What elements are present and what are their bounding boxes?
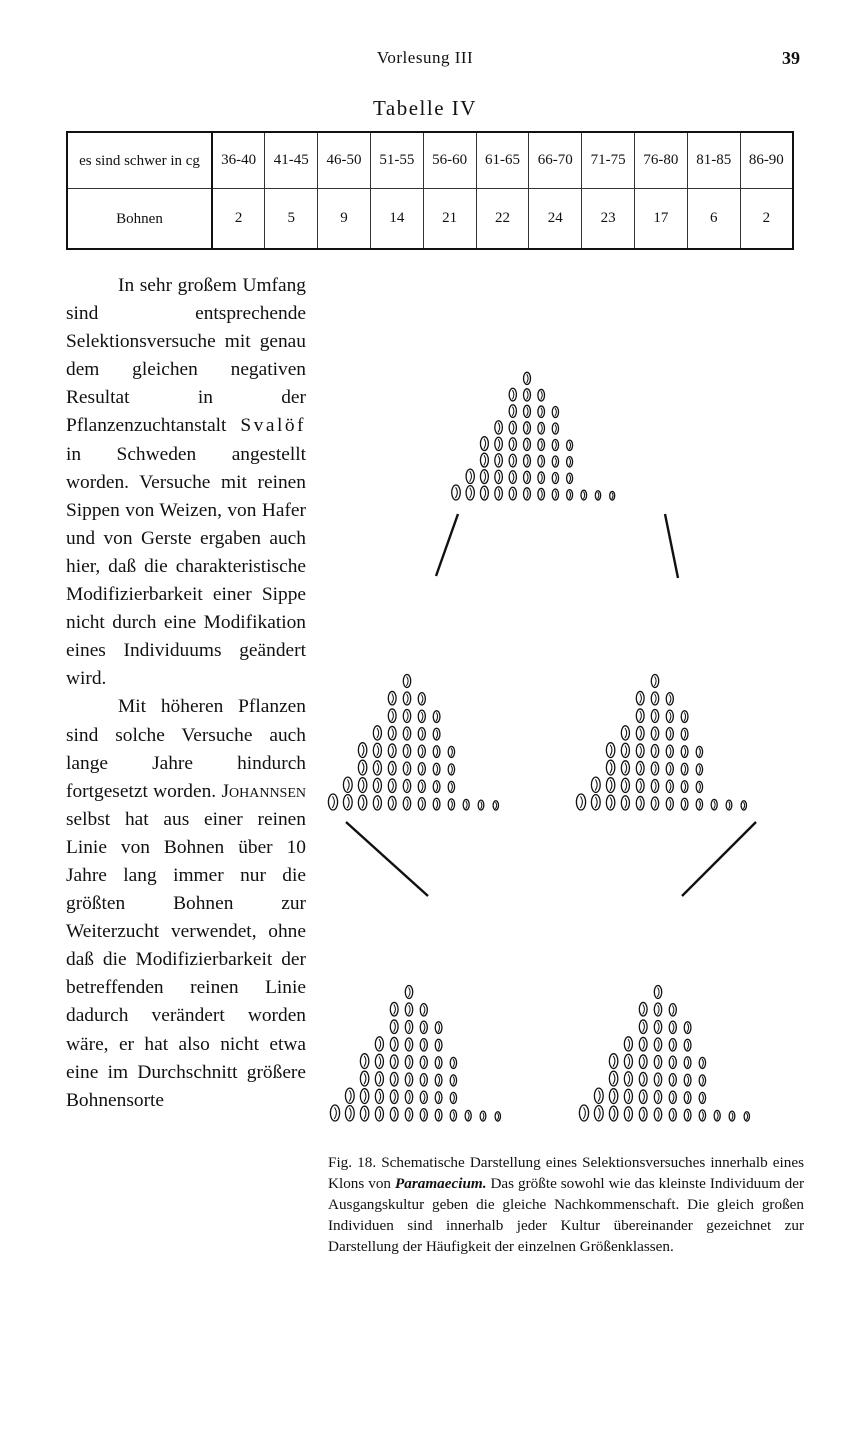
cell-groove — [423, 1041, 425, 1050]
cell-groove — [625, 781, 627, 791]
cell-groove — [512, 456, 514, 465]
cell-groove — [394, 1057, 396, 1067]
cell-groove — [555, 474, 557, 482]
cell-groove — [436, 783, 438, 792]
cell-groove — [379, 1109, 381, 1119]
cell-groove — [484, 472, 486, 482]
cell-groove — [451, 783, 453, 791]
cell-groove — [527, 407, 529, 416]
cell-groove — [436, 713, 438, 722]
cell-groove — [421, 695, 423, 704]
cell-groove — [613, 1056, 615, 1067]
cell-groove — [669, 782, 671, 791]
cell-groove — [672, 1093, 674, 1102]
cell-groove — [455, 487, 457, 498]
cell-groove — [555, 491, 557, 499]
cell-groove — [654, 747, 656, 756]
cell-groove — [702, 1059, 704, 1067]
cell-groove — [438, 1024, 440, 1033]
cell-groove — [657, 1040, 659, 1049]
cell-groove — [377, 763, 379, 773]
cell-groove — [687, 1111, 689, 1120]
cell-groove — [702, 1094, 704, 1102]
cell-groove — [438, 1094, 440, 1103]
cell-groove — [451, 766, 453, 774]
bean-count-cell: 9 — [318, 189, 371, 250]
cell-groove — [598, 1108, 600, 1119]
connector-line — [665, 514, 678, 578]
cell-groove — [498, 472, 500, 482]
culture-pyramid-middle-left — [328, 675, 498, 811]
cell-groove — [669, 695, 671, 704]
cell-groove — [555, 441, 557, 449]
cell-groove — [495, 802, 496, 809]
weight-class-cell: 61-65 — [476, 132, 529, 189]
cell-groove — [527, 473, 529, 482]
cell-groove — [640, 694, 642, 704]
cell-groove — [406, 747, 408, 756]
cell-groove — [453, 1094, 455, 1102]
cell-groove — [484, 439, 486, 449]
cell-groove — [512, 473, 514, 482]
body-text — [66, 272, 306, 1115]
cell-groove — [332, 796, 334, 808]
figure-caption: Fig. 18. Schematische Darstellung eines Selektionsversuches innerhalb eines Klons von Paramaecium. Das größte sowohl wie das kleinste Individuum der Ausgangskultur geben die gleiche Nachkommenschaft. Die gleich großen Individuen sind innerhalb jeder Kultur übereinander gezeichnet zur Darstellung der Häufigkeit der einzelnen Größenklassen. — [328, 1154, 805, 1255]
cell-groove — [640, 799, 642, 809]
cell-groove — [392, 694, 394, 704]
cell-groove — [484, 488, 486, 498]
cell-groove — [334, 1107, 336, 1119]
cell-groove — [643, 1040, 645, 1050]
table-title: Tabelle IV — [373, 96, 477, 120]
cell-groove — [669, 712, 671, 721]
cell-groove — [699, 748, 701, 756]
cell-groove — [610, 745, 612, 756]
cell-groove — [512, 489, 514, 498]
cell-groove — [684, 783, 686, 792]
place-name: Svalöf — [240, 415, 306, 437]
cell-groove — [392, 799, 394, 809]
cell-groove — [377, 781, 379, 791]
cell-groove — [628, 1092, 630, 1102]
cell-groove — [483, 1113, 484, 1120]
bean-count-cell: 14 — [370, 189, 423, 250]
cell-groove — [527, 457, 529, 466]
selection-diagram — [316, 268, 810, 1148]
cell-groove — [406, 694, 408, 703]
connector-line — [346, 822, 428, 896]
cell-groove — [657, 1023, 659, 1032]
cell-groove — [392, 746, 394, 756]
cell-groove — [672, 1006, 674, 1015]
cell-groove — [421, 747, 423, 756]
cell-groove — [362, 745, 364, 756]
cell-groove — [423, 1093, 425, 1102]
cell-groove — [610, 780, 612, 791]
cell-groove — [654, 799, 656, 808]
cell-groove — [732, 1113, 733, 1120]
cell-groove — [394, 1110, 396, 1120]
cell-groove — [625, 746, 627, 756]
cell-groove — [640, 764, 642, 774]
cell-groove — [569, 491, 570, 499]
cell-groove — [406, 782, 408, 791]
cell-groove — [569, 458, 570, 466]
cell-groove — [628, 1039, 630, 1049]
cell-groove — [699, 801, 701, 809]
cell-groove — [527, 374, 529, 383]
cell-groove — [628, 1074, 630, 1084]
cell-groove — [421, 712, 423, 721]
cell-groove — [470, 488, 472, 499]
cell-groove — [394, 1092, 396, 1102]
bean-count-cell: 21 — [423, 189, 476, 250]
weight-class-cell: 41-45 — [265, 132, 318, 189]
cell-groove — [613, 1073, 615, 1084]
cell-groove — [672, 1023, 674, 1032]
cell-groove — [468, 1112, 469, 1120]
cell-groove — [470, 471, 472, 482]
cell-groove — [423, 1006, 425, 1015]
cell-groove — [643, 1022, 645, 1032]
cell-groove — [672, 1041, 674, 1050]
table-row-weights — [67, 132, 793, 189]
cell-groove — [408, 1058, 410, 1067]
cell-groove — [657, 988, 659, 997]
cell-groove — [672, 1076, 674, 1085]
cell-groove — [392, 781, 394, 791]
bean-count-cell: 17 — [635, 189, 688, 250]
cell-groove — [702, 1112, 704, 1120]
cell-groove — [349, 1090, 351, 1101]
row-label-weight: es sind schwer in cg — [67, 132, 212, 189]
cell-groove — [669, 800, 671, 809]
cell-groove — [406, 764, 408, 773]
cell-groove — [699, 783, 701, 791]
table-row-counts — [67, 189, 793, 250]
cell-groove — [392, 764, 394, 774]
data-table — [66, 131, 794, 250]
cell-groove — [438, 1041, 440, 1050]
cell-groove — [541, 441, 543, 449]
cell-groove — [406, 677, 408, 686]
cell-groove — [628, 1109, 630, 1119]
connector-line — [436, 514, 458, 576]
cell-groove — [669, 765, 671, 774]
caption-label: Fig. 18. — [328, 1154, 377, 1171]
row-label-beans: Bohnen — [67, 189, 212, 250]
cell-groove — [717, 1112, 718, 1120]
running-head — [0, 48, 850, 72]
cell-groove — [555, 425, 557, 433]
cell-groove — [436, 748, 438, 757]
cell-groove — [746, 1113, 747, 1120]
cell-groove — [379, 1074, 381, 1084]
cell-groove — [643, 1110, 645, 1120]
cell-groove — [481, 802, 482, 809]
cell-groove — [640, 746, 642, 756]
cell-groove — [654, 677, 656, 686]
cell-groove — [421, 800, 423, 809]
culture-pyramid-bottom-left — [330, 986, 500, 1122]
cell-groove — [610, 797, 612, 808]
cell-groove — [555, 458, 557, 466]
author-name: Johannsen — [221, 780, 306, 802]
cell-groove — [669, 747, 671, 756]
cell-groove — [657, 1058, 659, 1067]
cell-groove — [349, 1108, 351, 1119]
cell-groove — [408, 1005, 410, 1014]
cell-groove — [684, 713, 686, 722]
cell-groove — [423, 1111, 425, 1120]
bean-count-cell: 24 — [529, 189, 582, 250]
cell-groove — [379, 1039, 381, 1049]
cell-groove — [625, 763, 627, 773]
weight-class-cell: 46-50 — [318, 132, 371, 189]
cell-groove — [498, 439, 500, 449]
cell-groove — [379, 1092, 381, 1102]
cell-groove — [377, 798, 379, 808]
cell-groove — [377, 728, 379, 738]
cell-groove — [640, 781, 642, 791]
running-title: Vorlesung III — [376, 48, 474, 67]
bean-count-cell: 2 — [212, 189, 265, 250]
cell-groove — [657, 1093, 659, 1102]
cell-groove — [408, 1023, 410, 1032]
cell-groove — [541, 474, 543, 482]
cell-groove — [687, 1076, 689, 1085]
cell-groove — [364, 1073, 366, 1084]
paragraph-1: In sehr großem Umfang sind entsprechende Selektionsversuche mit genau dem gleichen negativen Resultat in der Pflanzenzuchtanstalt Svalöf in Schweden angestellt worden. Versuche mit reinen Sippen von Weizen, von Hafer und von Gerste ergaben auch hier, daß die charakteristische Modifizierbarkeit einer Sippe nicht durch eine Modifikation eines Individuums geändert wird. — [66, 275, 306, 690]
cell-groove — [421, 730, 423, 739]
cell-groove — [512, 390, 514, 399]
cell-groove — [394, 1005, 396, 1015]
cell-groove — [672, 1111, 674, 1120]
cell-groove — [643, 1057, 645, 1067]
cell-groove — [406, 729, 408, 738]
cell-groove — [541, 391, 543, 399]
cell-groove — [394, 1022, 396, 1032]
cell-groove — [377, 746, 379, 756]
cell-groove — [453, 1059, 455, 1067]
cell-groove — [451, 748, 453, 756]
cell-groove — [583, 1107, 585, 1119]
culture-pyramid-middle-right — [576, 675, 746, 811]
cell-groove — [362, 797, 364, 808]
cell-groove — [541, 457, 543, 465]
cell-groove — [657, 1005, 659, 1014]
culture-pyramid-top — [452, 372, 615, 500]
cell-groove — [362, 762, 364, 773]
cell-groove — [498, 423, 500, 433]
cell-groove — [451, 801, 453, 809]
bean-count-cell: 22 — [476, 189, 529, 250]
bean-count-cell: 23 — [582, 189, 635, 250]
weight-class-cell: 76-80 — [635, 132, 688, 189]
cell-groove — [654, 712, 656, 721]
cell-groove — [643, 1005, 645, 1015]
cell-groove — [466, 801, 467, 809]
cell-groove — [743, 802, 744, 809]
cell-groove — [687, 1024, 689, 1033]
cell-groove — [527, 440, 529, 449]
cell-groove — [699, 766, 701, 774]
cell-groove — [347, 779, 349, 790]
cell-groove — [687, 1094, 689, 1103]
cell-groove — [392, 729, 394, 739]
cell-groove — [421, 765, 423, 774]
cell-groove — [625, 728, 627, 738]
cell-groove — [580, 796, 582, 808]
cell-groove — [702, 1077, 704, 1085]
cell-groove — [612, 493, 613, 499]
weight-class-cell: 56-60 — [423, 132, 476, 189]
cell-groove — [362, 780, 364, 791]
cell-groove — [423, 1023, 425, 1032]
cell-groove — [392, 711, 394, 721]
cell-groove — [423, 1058, 425, 1067]
cell-groove — [684, 765, 686, 774]
cell-groove — [684, 730, 686, 739]
bean-count-cell: 6 — [687, 189, 740, 250]
cell-groove — [527, 424, 529, 433]
cell-groove — [484, 455, 486, 465]
cell-groove — [541, 408, 543, 416]
cell-groove — [555, 408, 557, 416]
cell-groove — [729, 802, 730, 809]
bean-count-cell: 5 — [265, 189, 318, 250]
cell-groove — [497, 1113, 498, 1120]
cell-groove — [512, 407, 514, 416]
cell-groove — [394, 1075, 396, 1085]
cell-groove — [527, 490, 529, 499]
cell-groove — [643, 1075, 645, 1085]
cell-groove — [598, 492, 599, 499]
cell-groove — [408, 1040, 410, 1049]
cell-groove — [421, 782, 423, 791]
connector-line — [682, 822, 756, 896]
cell-groove — [438, 1111, 440, 1120]
cell-groove — [684, 748, 686, 757]
weight-class-cell: 51-55 — [370, 132, 423, 189]
cell-groove — [569, 442, 570, 450]
cell-groove — [436, 800, 438, 809]
cell-groove — [684, 800, 686, 809]
cell-groove — [640, 729, 642, 739]
weight-class-cell: 71-75 — [582, 132, 635, 189]
cell-groove — [643, 1092, 645, 1102]
weight-class-cell: 81-85 — [687, 132, 740, 189]
cell-groove — [610, 762, 612, 773]
cell-groove — [714, 801, 715, 809]
cell-groove — [364, 1056, 366, 1067]
cell-groove — [595, 779, 597, 790]
figure-18 — [316, 268, 810, 1148]
cell-groove — [436, 730, 438, 739]
cell-groove — [364, 1091, 366, 1102]
cell-groove — [687, 1041, 689, 1050]
cell-groove — [498, 489, 500, 499]
cell-groove — [598, 1090, 600, 1101]
cell-groove — [394, 1040, 396, 1050]
cell-groove — [654, 729, 656, 738]
cell-groove — [595, 797, 597, 808]
cell-groove — [657, 1110, 659, 1119]
cell-groove — [669, 730, 671, 739]
cell-groove — [541, 490, 543, 498]
cell-groove — [654, 764, 656, 773]
cell-groove — [408, 1075, 410, 1084]
cell-groove — [408, 1110, 410, 1119]
cell-groove — [423, 1076, 425, 1085]
cell-groove — [687, 1059, 689, 1068]
cell-groove — [654, 782, 656, 791]
cell-groove — [640, 711, 642, 721]
cell-groove — [438, 1059, 440, 1068]
cell-groove — [364, 1108, 366, 1119]
cell-groove — [613, 1091, 615, 1102]
cell-groove — [512, 440, 514, 449]
cell-groove — [569, 475, 570, 483]
cell-groove — [498, 456, 500, 466]
cell-groove — [438, 1076, 440, 1085]
cell-groove — [541, 424, 543, 432]
caption-organism: Paramaecium. — [394, 1175, 487, 1192]
paragraph-2: Mit höheren Pflanzen sind solche Versuche auch lange Jahre hindurch fortgesetzt worden. Johannsen selbst hat aus einer reinen Linie von Bohnen über 10 Jahre lang immer nur die größten Bohnen zur Weiterzucht verwendet, ohne daß die Modifizierbarkeit der betreffenden reinen Linie dadurch verändert worden wäre, er hat also nicht etwa eine im Durchschnitt größere Bohnensorte — [66, 696, 306, 1111]
culture-pyramid-bottom-right — [579, 986, 749, 1122]
cell-groove — [436, 765, 438, 774]
bean-count-cell: 2 — [762, 210, 771, 226]
cell-groove — [453, 1112, 455, 1120]
cell-groove — [527, 391, 529, 400]
cell-groove — [347, 797, 349, 808]
cell-groove — [512, 423, 514, 432]
cell-groove — [406, 799, 408, 808]
cell-groove — [453, 1077, 455, 1085]
cell-groove — [613, 1108, 615, 1119]
cell-groove — [628, 1057, 630, 1067]
cell-groove — [406, 712, 408, 721]
cell-groove — [654, 694, 656, 703]
cell-groove — [408, 988, 410, 997]
cell-groove — [379, 1057, 381, 1067]
weight-class-cell: 66-70 — [529, 132, 582, 189]
weight-class-cell: 86-90 — [740, 132, 793, 189]
cell-groove — [625, 798, 627, 808]
cell-groove — [672, 1058, 674, 1067]
cell-groove — [408, 1093, 410, 1102]
page-number: 39 — [782, 48, 800, 68]
weight-class-cell: 36-40 — [212, 132, 265, 189]
cell-groove — [583, 492, 584, 499]
cell-groove — [657, 1075, 659, 1084]
